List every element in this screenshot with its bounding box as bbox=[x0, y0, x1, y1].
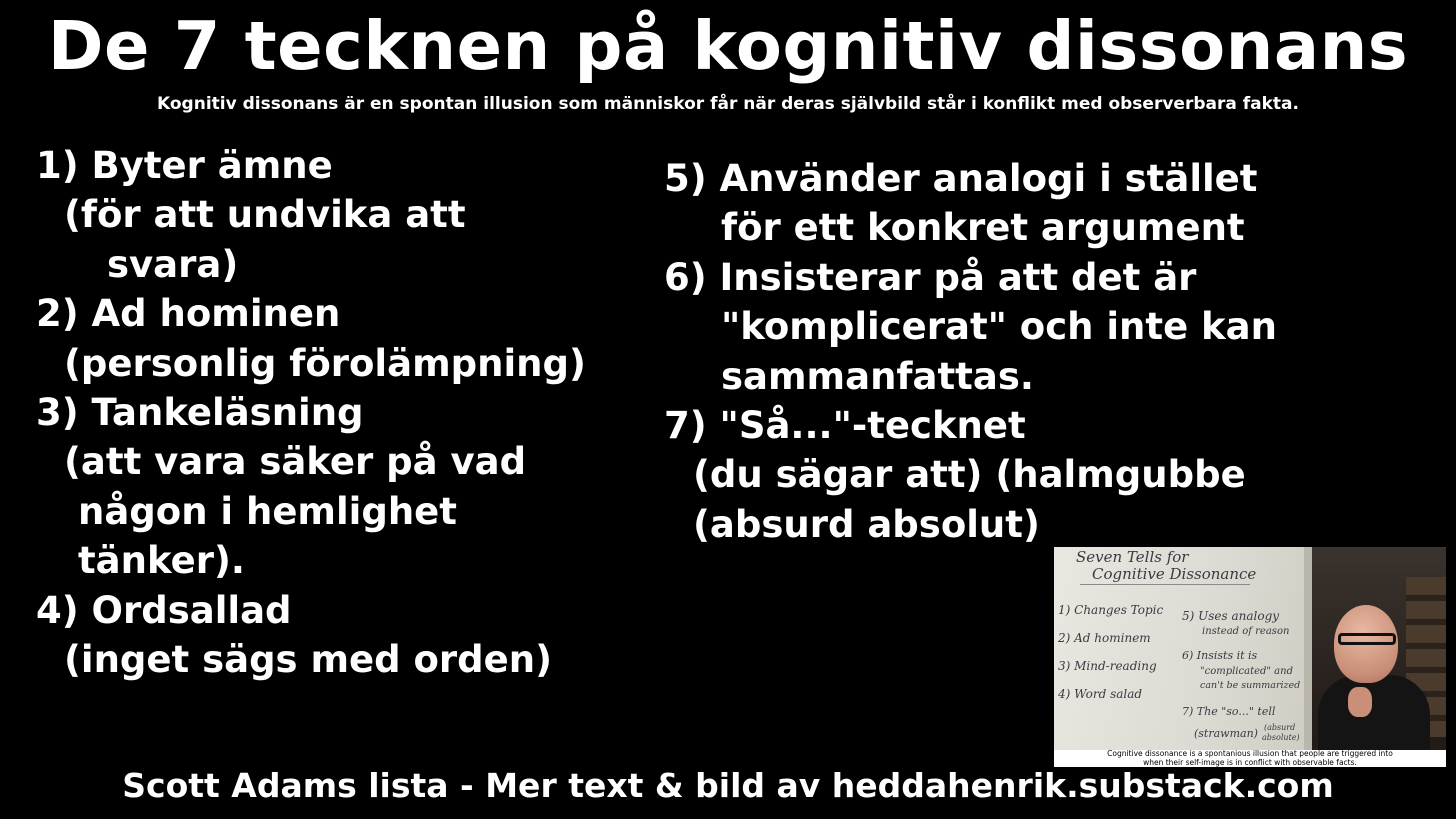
whiteboard-item: 1) Changes Topic bbox=[1058, 603, 1164, 617]
whiteboard-item: (strawman) bbox=[1194, 727, 1258, 740]
whiteboard-item: 7) The "so..." tell bbox=[1182, 705, 1276, 718]
whiteboard-item: 6) Insists it is bbox=[1182, 649, 1258, 662]
list-line: någon i hemlighet bbox=[78, 489, 457, 533]
whiteboard-item: 2) Ad hominem bbox=[1058, 631, 1151, 645]
list-line: (absurd absolut) bbox=[693, 502, 1040, 546]
whiteboard-item: absolute) bbox=[1262, 733, 1300, 742]
page-subtitle: Kognitiv dissonans är en spontan illusion som människor får när deras självbild står i konflikt med observerbara fakta. bbox=[157, 94, 1299, 114]
footer-credit: Scott Adams lista - Mer text & bild av heddahenrik.substack.com bbox=[122, 766, 1334, 805]
photo-caption-line: Cognitive dissonance is a spontanious illusion that people are triggered into bbox=[1107, 749, 1393, 758]
whiteboard-item: can't be summarized bbox=[1200, 680, 1301, 691]
whiteboard-item: "complicated" and bbox=[1200, 666, 1293, 677]
list-line: (personlig förolämpning) bbox=[64, 341, 586, 385]
whiteboard-edge bbox=[1304, 547, 1312, 767]
whiteboard bbox=[1054, 547, 1308, 767]
list-line: (att vara säker på vad bbox=[64, 440, 527, 484]
page-title: De 7 tecknen på kognitiv dissonans bbox=[47, 7, 1409, 85]
list-line: 7) "Så..."-tecknet bbox=[664, 404, 1026, 448]
glasses-icon bbox=[1338, 633, 1396, 645]
whiteboard-title bbox=[1076, 549, 1256, 583]
whiteboard-item: 3) Mind-reading bbox=[1058, 659, 1157, 673]
list-line: svara) bbox=[107, 242, 239, 286]
whiteboard-title-line: Cognitive Dissonance bbox=[1092, 565, 1257, 583]
list-line: "komplicerat" och inte kan bbox=[721, 305, 1277, 349]
whiteboard-item: instead of reason bbox=[1202, 626, 1290, 637]
whiteboard-item: 4) Word salad bbox=[1058, 687, 1143, 701]
list-line: 4) Ordsallad bbox=[36, 588, 292, 632]
person-hand bbox=[1348, 687, 1372, 717]
list-line: sammanfattas. bbox=[721, 354, 1034, 398]
whiteboard-underline bbox=[1080, 584, 1250, 585]
list-line: tänker). bbox=[78, 539, 245, 583]
list-line: 6) Insisterar på att det är bbox=[664, 255, 1197, 299]
list-line: (inget sägs med orden) bbox=[64, 638, 552, 682]
list-line: 3) Tankeläsning bbox=[36, 391, 364, 435]
whiteboard-item: 5) Uses analogy bbox=[1182, 609, 1280, 623]
background-room bbox=[1312, 547, 1446, 767]
list-line: för ett konkret argument bbox=[721, 206, 1245, 250]
right-column bbox=[664, 154, 1277, 549]
whiteboard-title-line: Seven Tells for bbox=[1076, 548, 1189, 566]
list-line: (för att undvika att bbox=[64, 193, 466, 237]
left-column bbox=[36, 141, 586, 684]
list-line: 2) Ad hominen bbox=[36, 292, 341, 336]
list-line: (du sägar att) (halmgubbe bbox=[693, 453, 1246, 497]
photo-caption-line: when their self-image is in conflict with observable facts. bbox=[1143, 757, 1357, 767]
list-line: 1) Byter ämne bbox=[36, 144, 333, 187]
whiteboard-item: (absurd bbox=[1264, 723, 1296, 732]
list-line: 5) Använder analogi i stället bbox=[664, 157, 1258, 200]
whiteboard-photo bbox=[1054, 547, 1446, 767]
